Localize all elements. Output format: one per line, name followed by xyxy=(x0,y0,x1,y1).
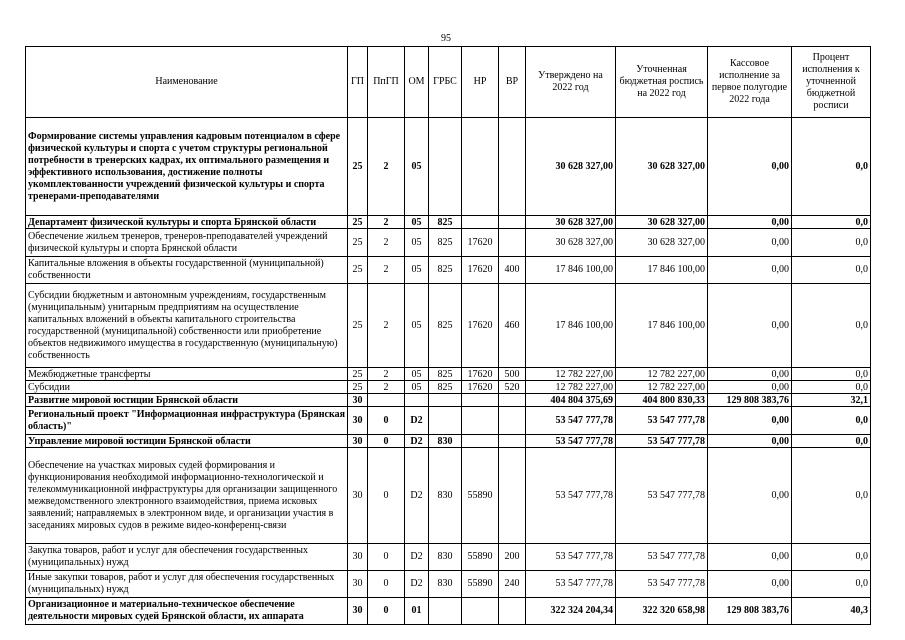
cell-percent: 0,0 xyxy=(792,368,871,381)
cell-ppgp xyxy=(368,394,405,407)
cell-percent: 0,0 xyxy=(792,544,871,571)
cell-approved: 53 547 777,78 xyxy=(526,544,616,571)
cell-np: 17620 xyxy=(462,229,499,257)
cell-ppgp: 0 xyxy=(368,448,405,544)
cell-gp: 30 xyxy=(348,571,368,598)
cell-percent: 0,0 xyxy=(792,407,871,435)
cell-percent: 40,3 xyxy=(792,598,871,625)
table-row xyxy=(26,216,871,229)
header-om: ОМ xyxy=(405,47,429,118)
cell-np: 55890 xyxy=(462,571,499,598)
table-row xyxy=(26,368,871,381)
cell-percent: 0,0 xyxy=(792,448,871,544)
cell-vr: 520 xyxy=(499,381,526,394)
cell-percent: 0,0 xyxy=(792,571,871,598)
cell-np: 55890 xyxy=(462,544,499,571)
table-row xyxy=(26,448,871,544)
table-row xyxy=(26,435,871,448)
cell-approved: 53 547 777,78 xyxy=(526,407,616,435)
cell-np: 17620 xyxy=(462,381,499,394)
header-np: НР xyxy=(462,47,499,118)
cell-cash: 0,00 xyxy=(708,571,792,598)
cell-name: Региональный проект "Информационная инфраструктура (Брянская область)" xyxy=(26,407,348,435)
cell-name: Субсидии xyxy=(26,381,348,394)
cell-vr xyxy=(499,407,526,435)
cell-gp: 30 xyxy=(348,435,368,448)
cell-cash: 0,00 xyxy=(708,368,792,381)
cell-name: Обеспечение на участках мировых судей формирования и функционирования необходимой информационно-технологической и телекоммуникационной инфраструктуры для организации защищенного межведомственного электронного взаимодействия, приема исковых заявлений; направляемых в электронном виде, и организации участия в заседаниях мировых судов в режиме видео-конференц-связи xyxy=(26,448,348,544)
cell-refined: 17 846 100,00 xyxy=(616,284,708,368)
cell-refined: 12 782 227,00 xyxy=(616,368,708,381)
cell-ppgp: 2 xyxy=(368,381,405,394)
cell-refined: 53 547 777,78 xyxy=(616,435,708,448)
cell-name: Развитие мировой юстиции Брянской области xyxy=(26,394,348,407)
cell-percent: 0,0 xyxy=(792,229,871,257)
cell-gp: 25 xyxy=(348,229,368,257)
cell-gp: 30 xyxy=(348,394,368,407)
cell-om: D2 xyxy=(405,571,429,598)
header-gp: ГП xyxy=(348,47,368,118)
cell-gp: 25 xyxy=(348,257,368,284)
cell-grbs xyxy=(429,394,462,407)
cell-om: 01 xyxy=(405,598,429,625)
cell-grbs xyxy=(429,598,462,625)
header-refined: Уточненная бюджетная роспись на 2022 год xyxy=(616,47,708,118)
cell-np xyxy=(462,394,499,407)
cell-gp: 30 xyxy=(348,598,368,625)
budget-table xyxy=(25,46,871,625)
cell-grbs: 825 xyxy=(429,381,462,394)
header-vr: ВР xyxy=(499,47,526,118)
table-row xyxy=(26,544,871,571)
cell-vr: 200 xyxy=(499,544,526,571)
cell-om: D2 xyxy=(405,448,429,544)
cell-np xyxy=(462,216,499,229)
cell-ppgp: 2 xyxy=(368,368,405,381)
cell-gp: 25 xyxy=(348,216,368,229)
cell-name: Управление мировой юстиции Брянской области xyxy=(26,435,348,448)
cell-vr: 460 xyxy=(499,284,526,368)
header-name: Наименование xyxy=(26,47,348,118)
cell-vr: 240 xyxy=(499,571,526,598)
cell-ppgp: 2 xyxy=(368,216,405,229)
cell-om: 05 xyxy=(405,229,429,257)
cell-refined: 30 628 327,00 xyxy=(616,229,708,257)
cell-om: 05 xyxy=(405,368,429,381)
cell-name: Иные закупки товаров, работ и услуг для обеспечения государственных (муниципальных) нужд xyxy=(26,571,348,598)
cell-name: Закупка товаров, работ и услуг для обеспечения государственных (муниципальных) нужд xyxy=(26,544,348,571)
table-row xyxy=(26,394,871,407)
cell-percent: 0,0 xyxy=(792,435,871,448)
cell-grbs: 830 xyxy=(429,544,462,571)
cell-vr xyxy=(499,216,526,229)
cell-gp: 30 xyxy=(348,544,368,571)
cell-vr xyxy=(499,598,526,625)
table-row xyxy=(26,407,871,435)
cell-approved: 17 846 100,00 xyxy=(526,284,616,368)
cell-om: 05 xyxy=(405,216,429,229)
cell-np: 17620 xyxy=(462,284,499,368)
cell-approved: 30 628 327,00 xyxy=(526,229,616,257)
cell-om xyxy=(405,394,429,407)
cell-ppgp: 2 xyxy=(368,118,405,216)
cell-vr xyxy=(499,435,526,448)
cell-cash: 0,00 xyxy=(708,118,792,216)
cell-vr xyxy=(499,229,526,257)
header-grbs: ГРБС xyxy=(429,47,462,118)
cell-refined: 53 547 777,78 xyxy=(616,571,708,598)
cell-vr: 400 xyxy=(499,257,526,284)
cell-approved: 53 547 777,78 xyxy=(526,448,616,544)
cell-refined: 17 846 100,00 xyxy=(616,257,708,284)
table-row xyxy=(26,229,871,257)
cell-om: 05 xyxy=(405,118,429,216)
cell-np xyxy=(462,435,499,448)
cell-ppgp: 2 xyxy=(368,284,405,368)
table-row xyxy=(26,257,871,284)
cell-np: 17620 xyxy=(462,368,499,381)
header-cash: Кассовое исполнение за первое полугодие 2022 года xyxy=(708,47,792,118)
cell-percent: 0,0 xyxy=(792,257,871,284)
cell-name: Субсидии бюджетным и автономным учреждениям, государственным (муниципальным) унитарным предприятиям на осуществление капитальных вложений в объекты капитального строительства государственной (муниципальной) собственности или приобретение объектов недвижимого имущества в государственную (муниципальную) собственность xyxy=(26,284,348,368)
cell-om: 05 xyxy=(405,381,429,394)
cell-vr xyxy=(499,394,526,407)
cell-ppgp: 0 xyxy=(368,598,405,625)
cell-gp: 30 xyxy=(348,407,368,435)
cell-approved: 53 547 777,78 xyxy=(526,435,616,448)
cell-grbs: 825 xyxy=(429,216,462,229)
table-row xyxy=(26,381,871,394)
cell-refined: 30 628 327,00 xyxy=(616,118,708,216)
cell-percent: 0,0 xyxy=(792,216,871,229)
cell-grbs xyxy=(429,407,462,435)
cell-gp: 25 xyxy=(348,284,368,368)
cell-cash: 129 808 383,76 xyxy=(708,598,792,625)
cell-cash: 0,00 xyxy=(708,544,792,571)
cell-refined: 12 782 227,00 xyxy=(616,381,708,394)
cell-om: 05 xyxy=(405,257,429,284)
cell-ppgp: 0 xyxy=(368,435,405,448)
cell-np xyxy=(462,407,499,435)
page-number: 95 xyxy=(441,33,451,44)
cell-cash: 0,00 xyxy=(708,229,792,257)
cell-cash: 0,00 xyxy=(708,435,792,448)
cell-om: 05 xyxy=(405,284,429,368)
cell-vr xyxy=(499,448,526,544)
cell-gp: 30 xyxy=(348,448,368,544)
cell-cash: 129 808 383,76 xyxy=(708,394,792,407)
cell-grbs: 830 xyxy=(429,435,462,448)
cell-np xyxy=(462,118,499,216)
table-row xyxy=(26,571,871,598)
cell-name: Межбюджетные трансферты xyxy=(26,368,348,381)
cell-ppgp: 0 xyxy=(368,407,405,435)
cell-grbs xyxy=(429,118,462,216)
cell-grbs: 825 xyxy=(429,229,462,257)
cell-name: Капитальные вложения в объекты государственной (муниципальной) собственности xyxy=(26,257,348,284)
cell-om: D2 xyxy=(405,544,429,571)
cell-approved: 322 324 204,34 xyxy=(526,598,616,625)
cell-cash: 0,00 xyxy=(708,257,792,284)
cell-vr xyxy=(499,118,526,216)
cell-grbs: 830 xyxy=(429,448,462,544)
cell-np: 17620 xyxy=(462,257,499,284)
cell-ppgp: 2 xyxy=(368,257,405,284)
cell-approved: 53 547 777,78 xyxy=(526,571,616,598)
cell-grbs: 825 xyxy=(429,368,462,381)
cell-grbs: 825 xyxy=(429,257,462,284)
cell-name: Департамент физической культуры и спорта Брянской области xyxy=(26,216,348,229)
cell-refined: 30 628 327,00 xyxy=(616,216,708,229)
cell-grbs: 830 xyxy=(429,571,462,598)
cell-refined: 53 547 777,78 xyxy=(616,448,708,544)
cell-np: 55890 xyxy=(462,448,499,544)
cell-gp: 25 xyxy=(348,118,368,216)
cell-refined: 53 547 777,78 xyxy=(616,407,708,435)
cell-name: Обеспечение жильем тренеров, тренеров-преподавателей учреждений физической культуры и спорта Брянской области xyxy=(26,229,348,257)
cell-refined: 322 320 658,98 xyxy=(616,598,708,625)
cell-cash: 0,00 xyxy=(708,407,792,435)
cell-cash: 0,00 xyxy=(708,216,792,229)
table-row xyxy=(26,118,871,216)
header-approved: Утверждено на 2022 год xyxy=(526,47,616,118)
cell-cash: 0,00 xyxy=(708,448,792,544)
cell-gp: 25 xyxy=(348,381,368,394)
cell-percent: 0,0 xyxy=(792,381,871,394)
cell-name: Формирование системы управления кадровым потенциалом в сфере физической культуры и спорта с учетом структуры региональной потребности в тренерских кадрах, их оптимального размещения и эффективного использования, достижение полноты укомплектованности учреждений физической культуры и спорта тренерами-преподавателями xyxy=(26,118,348,216)
cell-om: D2 xyxy=(405,407,429,435)
cell-approved: 12 782 227,00 xyxy=(526,381,616,394)
cell-refined: 53 547 777,78 xyxy=(616,544,708,571)
cell-vr: 500 xyxy=(499,368,526,381)
cell-approved: 30 628 327,00 xyxy=(526,216,616,229)
header-row xyxy=(26,47,871,118)
cell-percent: 0,0 xyxy=(792,284,871,368)
cell-om: D2 xyxy=(405,435,429,448)
header-ppgp: ПпГП xyxy=(368,47,405,118)
cell-cash: 0,00 xyxy=(708,381,792,394)
header-percent: Процент исполнения к уточненной бюджетной росписи xyxy=(792,47,871,118)
cell-refined: 404 800 830,33 xyxy=(616,394,708,407)
cell-ppgp: 2 xyxy=(368,229,405,257)
cell-gp: 25 xyxy=(348,368,368,381)
cell-np xyxy=(462,598,499,625)
cell-approved: 404 804 375,69 xyxy=(526,394,616,407)
cell-percent: 32,1 xyxy=(792,394,871,407)
cell-ppgp: 0 xyxy=(368,571,405,598)
table-row xyxy=(26,598,871,625)
cell-cash: 0,00 xyxy=(708,284,792,368)
cell-approved: 30 628 327,00 xyxy=(526,118,616,216)
cell-ppgp: 0 xyxy=(368,544,405,571)
cell-approved: 17 846 100,00 xyxy=(526,257,616,284)
cell-approved: 12 782 227,00 xyxy=(526,368,616,381)
cell-name: Организационное и материально-техническое обеспечение деятельности мировых судей Брянской области, их аппарата xyxy=(26,598,348,625)
table-row xyxy=(26,284,871,368)
cell-percent: 0,0 xyxy=(792,118,871,216)
cell-grbs: 825 xyxy=(429,284,462,368)
